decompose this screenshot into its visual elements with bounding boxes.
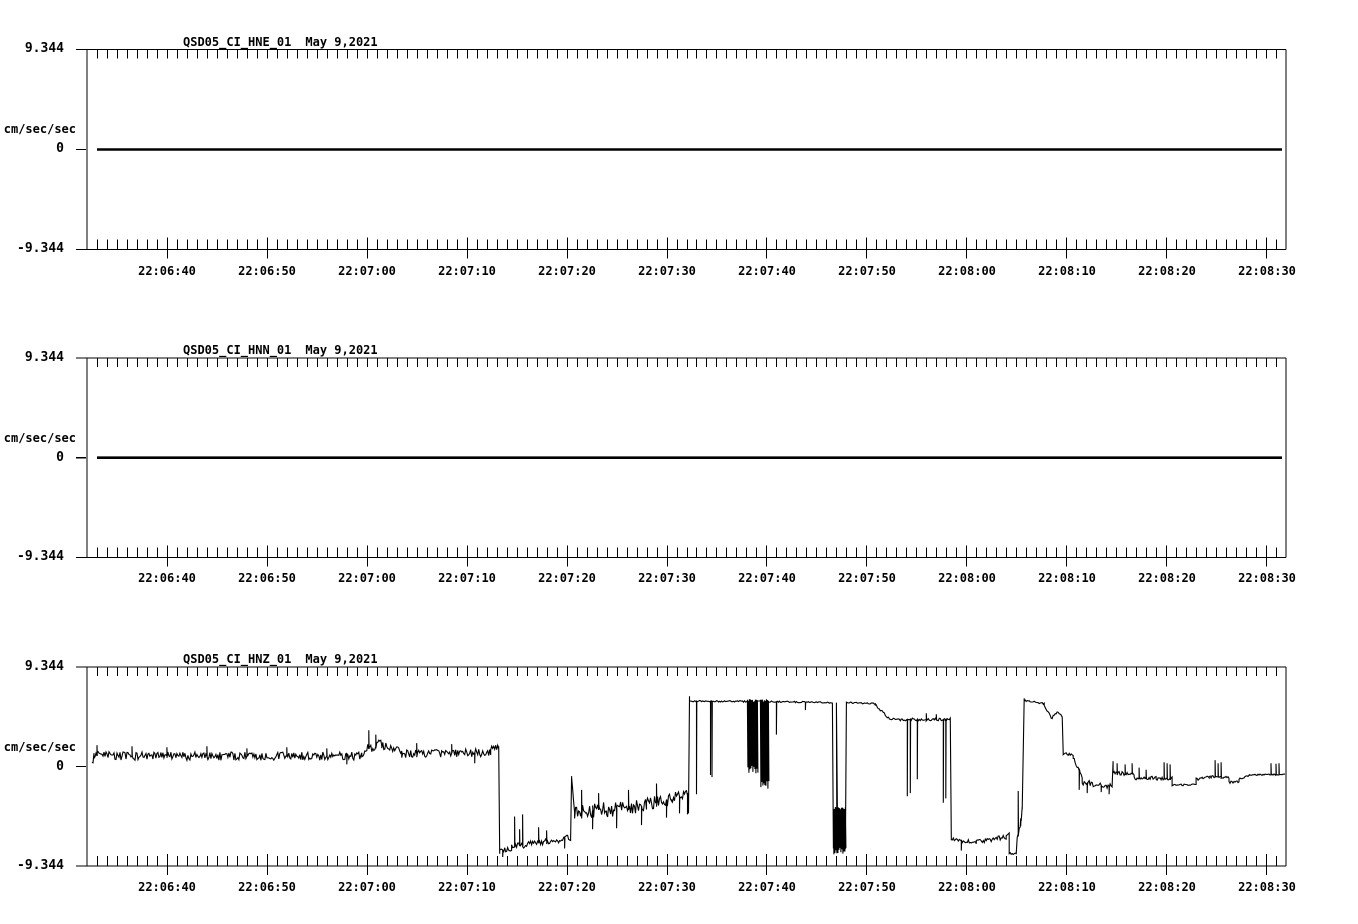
x-tick-label: 22:08:10	[1038, 880, 1096, 894]
x-tick-label: 22:07:30	[638, 263, 696, 278]
channel-label: QSD05_CI_HNN_01	[183, 343, 292, 357]
channel-label: QSD05_CI_HNZ_01	[183, 652, 292, 666]
x-tick-label: 22:07:40	[738, 571, 796, 586]
x-tick-label: 22:06:40	[138, 571, 196, 586]
x-tick-label: 22:07:40	[738, 263, 796, 278]
panel-QSD05_CI_HNZ_01	[76, 667, 1286, 875]
x-tick-label: 22:07:00	[338, 263, 396, 278]
panel-hne-title	[183, 35, 378, 49]
date-label: May 9,2021	[305, 652, 378, 666]
yzero-label: 0	[56, 141, 64, 156]
x-tick-label: 22:07:40	[738, 880, 796, 894]
yzero-label: 0	[56, 450, 64, 465]
x-tick-label: 22:07:10	[438, 880, 496, 894]
channel-label: QSD05_CI_HNE_01	[183, 35, 292, 49]
ymin-label: -9.344	[17, 858, 64, 873]
x-tick-label: 22:06:50	[238, 263, 296, 278]
date-label: May 9,2021	[305, 35, 378, 49]
x-tick-label: 22:07:10	[438, 571, 496, 586]
ymax-label: 9.344	[24, 41, 64, 56]
x-tick-label: 22:08:00	[938, 263, 996, 278]
x-tick-label: 22:08:10	[1038, 263, 1096, 278]
panel-hnz-title	[183, 652, 378, 666]
x-tick-label: 22:08:20	[1138, 263, 1196, 278]
x-tick-label: 22:06:40	[138, 880, 196, 894]
yunits-label: cm/sec/sec	[3, 431, 76, 445]
x-tick-label: 22:07:00	[338, 571, 396, 586]
x-tick-label: 22:08:00	[938, 880, 996, 894]
x-tick-label: 22:08:20	[1138, 880, 1196, 894]
ymax-label: 9.344	[24, 659, 64, 674]
panel-QSD05_CI_HNE_01	[76, 50, 1286, 259]
panel-QSD05_CI_HNN_01	[76, 358, 1286, 566]
x-tick-label: 22:07:50	[838, 571, 896, 586]
x-tick-label: 22:08:30	[1238, 263, 1296, 278]
x-tick-label: 22:07:00	[338, 880, 396, 894]
yunits-label: cm/sec/sec	[3, 740, 76, 754]
x-tick-label: 22:06:50	[238, 880, 296, 894]
ymin-label: -9.344	[17, 549, 64, 564]
x-tick-label: 22:07:20	[538, 263, 596, 278]
x-tick-label: 22:06:40	[138, 263, 196, 278]
x-tick-label: 22:07:10	[438, 263, 496, 278]
x-tick-label: 22:07:50	[838, 880, 896, 894]
date-label: May 9,2021	[305, 343, 378, 357]
yunits-label: cm/sec/sec	[3, 122, 76, 136]
axes-and-ticks	[76, 50, 1286, 259]
yzero-label: 0	[56, 759, 64, 774]
x-tick-label: 22:08:30	[1238, 571, 1296, 586]
x-tick-label: 22:06:50	[238, 571, 296, 586]
x-tick-label: 22:08:00	[938, 571, 996, 586]
x-tick-label: 22:07:20	[538, 571, 596, 586]
x-tick-label: 22:07:30	[638, 571, 696, 586]
x-tick-label: 22:08:20	[1138, 571, 1196, 586]
panel-hnn-title	[183, 343, 378, 357]
axes-and-ticks	[76, 358, 1286, 566]
axes-and-ticks	[76, 667, 1286, 875]
x-tick-label: 22:07:20	[538, 880, 596, 894]
ymin-label: -9.344	[17, 241, 64, 256]
x-tick-label: 22:07:50	[838, 263, 896, 278]
x-tick-label: 22:08:30	[1238, 880, 1296, 894]
ymax-label: 9.344	[24, 350, 64, 365]
x-tick-label: 22:08:10	[1038, 571, 1096, 586]
trace-QSD05_CI_HNZ_01	[92, 696, 1285, 857]
x-tick-label: 22:07:30	[638, 880, 696, 894]
